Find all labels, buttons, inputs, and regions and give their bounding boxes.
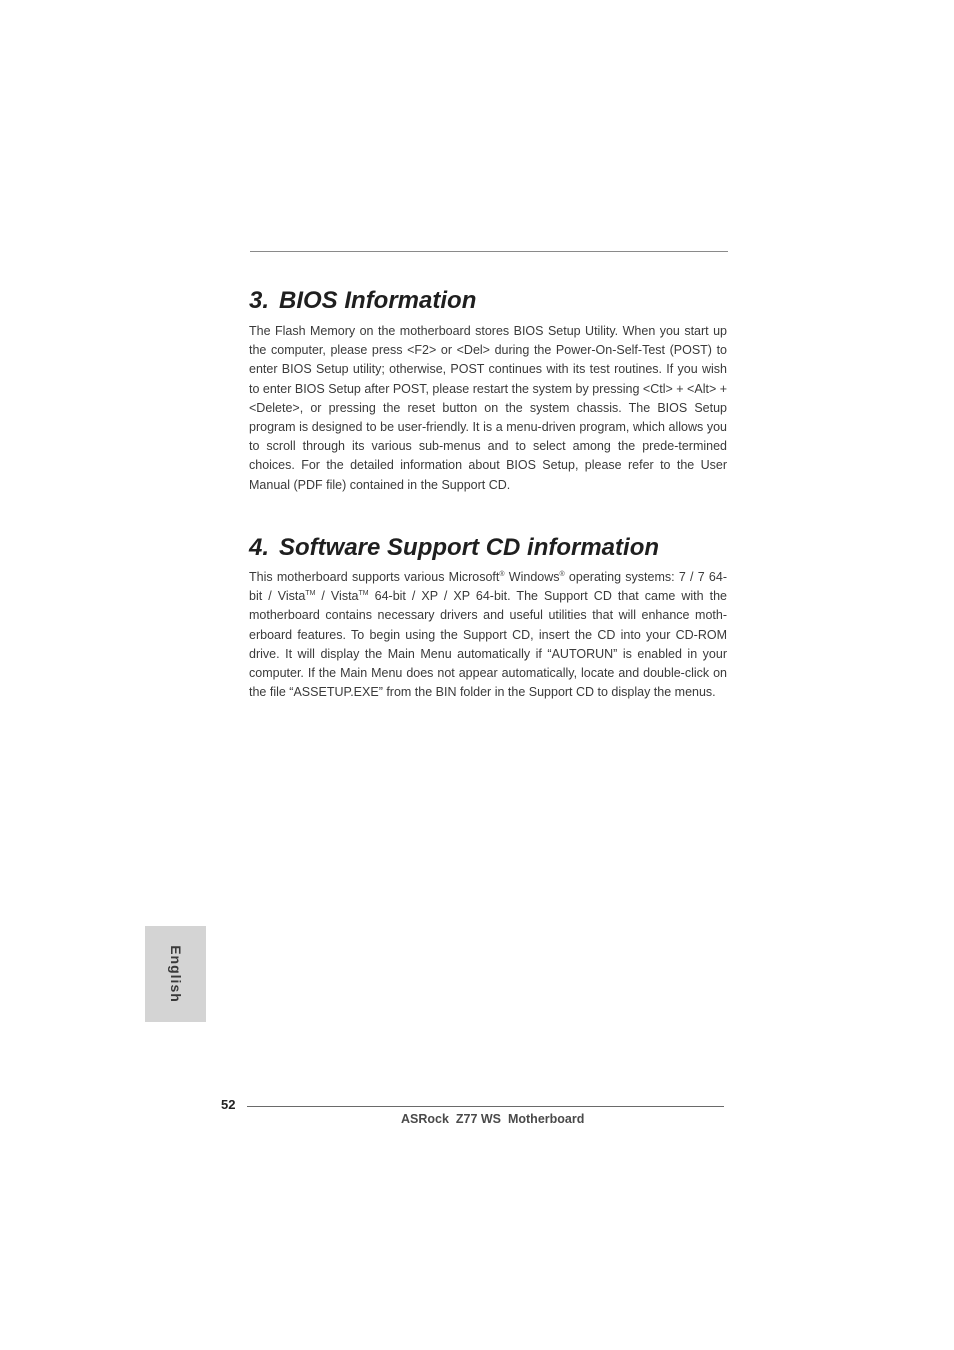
bios-information-section	[249, 286, 727, 495]
software-support-cd-body	[249, 568, 727, 702]
section-title: Software Support CD information	[279, 534, 660, 561]
section-title: BIOS Information	[279, 287, 477, 314]
bios-information-body: The Flash Memory on the motherboard stores BIOS Setup Utility. When you start up the computer, please press <F2> or <Del> during the Power-On-Self-Test (POST) to enter BIOS Setup utility; otherwise, POST continues with its test routines. If you wish to enter BIOS Setup after POST, please restart the system by pressing <Ctl> + <Alt> + <Delete>, or pressing the reset button on the system chassis. The BIOS Setup program is designed to be user-friendly. It is a menu-driven program, which allows you to scroll through its various sub-menus and to select among the prede-termined choices. For the detailed information about BIOS Setup, please refer to the User Manual (PDF file) contained in the Support CD.	[249, 324, 728, 492]
bios-information-heading	[249, 286, 727, 316]
registered-mark: ®	[559, 571, 565, 578]
language-tab-label: English	[167, 945, 184, 1003]
body-text: This motherboard supports various Microsoft	[249, 570, 500, 584]
body-text: operating systems: 7 / 7 64-bit / Vista	[249, 570, 727, 604]
section-number: 4.	[249, 534, 270, 561]
body-text: Windows	[504, 570, 560, 584]
footer-rule	[247, 1106, 724, 1107]
software-support-cd-section	[249, 533, 727, 702]
body-text: 64-bit / XP / XP 64-bit. The Support CD that came with the motherboard contains necessary drivers and useful utilities that will enhance moth-erboard features. To begin using the Support CD, insert the CD into your CD-ROM drive. It will display the Main Menu automatically if “AUTORUN” is enabled in your computer. If the Main Menu does not appear automatically, locate and double-click on the file “ASSETUP.EXE” from the BIN folder in the Support CD to display the menus.	[249, 589, 727, 700]
registered-mark: ®	[499, 571, 505, 578]
language-tab	[145, 926, 206, 1022]
trademark-mark: TM	[358, 590, 369, 598]
page-number: 52	[221, 1097, 236, 1112]
body-text: / Vista	[315, 589, 359, 604]
trademark-mark: TM	[305, 590, 316, 598]
footer-title: ASRock Z77 WS Motherboard	[401, 1112, 585, 1126]
software-support-cd-heading	[249, 533, 727, 563]
header-rule	[250, 251, 728, 252]
section-number: 3.	[249, 287, 270, 314]
